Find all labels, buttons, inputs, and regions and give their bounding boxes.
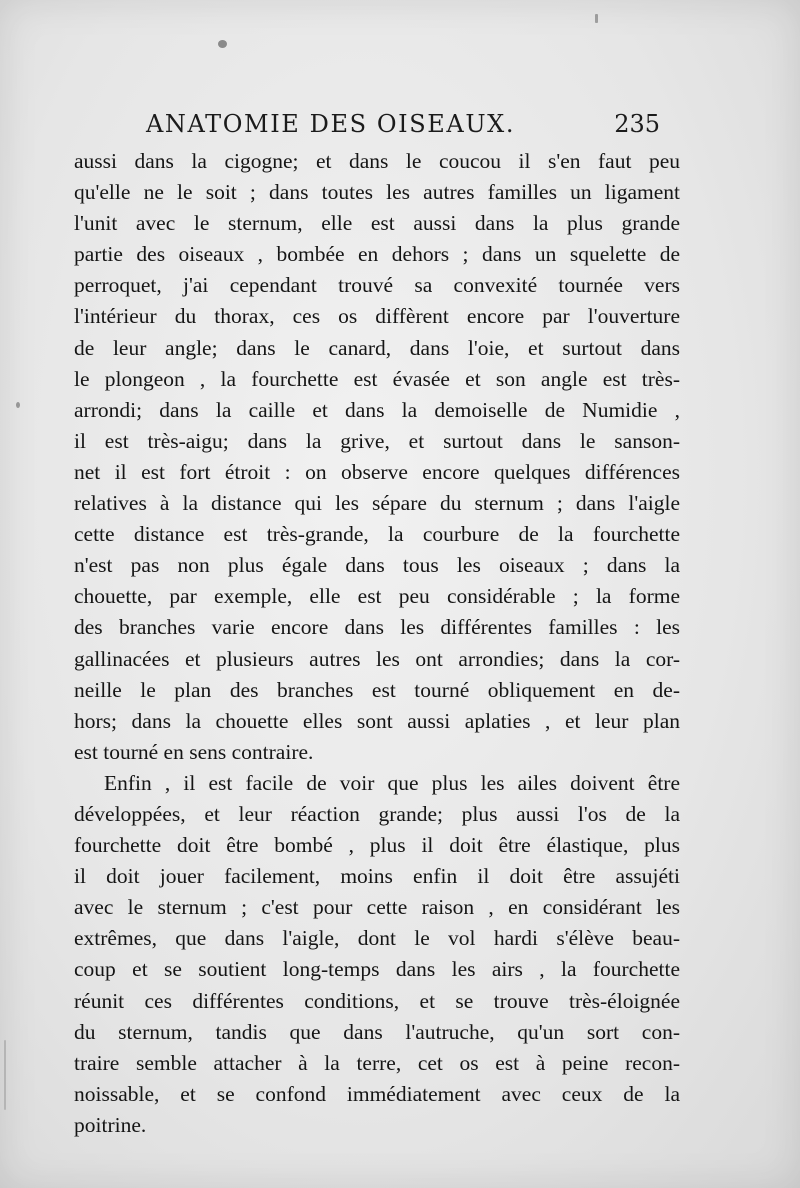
body-text — [74, 146, 680, 1141]
text-line: n'est pas non plus égale dans tous les oiseaux ; dans la — [74, 553, 680, 578]
text-line-paragraph-end: poitrine. — [74, 1112, 147, 1137]
ink-speck — [4, 1040, 6, 1110]
text-line: partie des oiseaux , bombée en dehors ; dans un squelette de — [74, 242, 680, 267]
text-line: aussi dans la cigogne; et dans le coucou il s'en faut peu — [74, 149, 680, 173]
page-title: ANATOMIE DES OISEAUX. — [146, 110, 516, 138]
text-line: il doit jouer facilement, moins enfin il doit être assujéti — [74, 864, 680, 889]
text-line: extrêmes, que dans l'aigle, dont le vol hardi s'élève beau- — [74, 926, 680, 951]
running-head — [146, 110, 660, 144]
text-line: neille le plan des branches est tourné obliquement en de- — [74, 677, 680, 702]
text-line-paragraph-start: Enfin , il est facile de voir que plus les ailes doivent être — [104, 770, 680, 795]
text-line: réunit ces différentes conditions, et se trouve très-éloignée — [74, 988, 680, 1013]
text-line: avec le sternum ; c'est pour cette raison , en considérant les — [74, 895, 680, 920]
text-line: l'unit avec le sternum, elle est aussi dans la plus grande — [74, 211, 680, 236]
text-line: traire semble attacher à la terre, cet os est à peine recon- — [74, 1050, 680, 1075]
text-line: arrondi; dans la caille et dans la demoiselle de Numidie , — [74, 397, 680, 422]
text-line: de leur angle; dans le canard, dans l'oie, et surtout dans — [74, 335, 680, 360]
ink-speck — [16, 402, 20, 408]
text-line: qu'elle ne le soit ; dans toutes les autres familles un ligament — [74, 180, 680, 205]
text-line: hors; dans la chouette elles sont aussi aplaties , et leur plan — [74, 708, 680, 733]
text-line: coup et se soutient long-temps dans les airs , la fourchette — [74, 957, 680, 982]
ink-speck — [595, 14, 598, 23]
text-line: net il est fort étroit : on observe encore quelques différences — [74, 459, 680, 484]
text-line: relatives à la distance qui les sépare du sternum ; dans l'aigle — [74, 491, 680, 516]
text-line: des branches varie encore dans les différentes familles : les — [74, 615, 680, 640]
page-number: 235 — [614, 110, 660, 138]
text-line-paragraph-end: est tourné en sens contraire. — [74, 739, 314, 764]
text-line: chouette, par exemple, elle est peu considérable ; la forme — [74, 584, 680, 609]
text-line: fourchette doit être bombé , plus il doit être élastique, plus — [74, 833, 680, 858]
text-line: perroquet, j'ai cependant trouvé sa convexité tournée vers — [74, 273, 680, 298]
text-line: gallinacées et plusieurs autres les ont arrondies; dans la cor- — [74, 646, 680, 671]
text-line: développées, et leur réaction grande; plus aussi l'os de la — [74, 801, 680, 826]
text-line: du sternum, tandis que dans l'autruche, qu'un sort con- — [74, 1019, 680, 1044]
text-line: noissable, et se confond immédiatement avec ceux de la — [74, 1081, 680, 1106]
text-line: il est très-aigu; dans la grive, et surtout dans le sanson- — [74, 428, 680, 453]
text-line: l'intérieur du thorax, ces os diffèrent encore par l'ouverture — [74, 304, 680, 329]
text-line: cette distance est très-grande, la courbure de la fourchette — [74, 522, 680, 547]
ink-speck — [218, 40, 227, 48]
text-line: le plongeon , la fourchette est évasée et son angle est très- — [74, 366, 680, 391]
